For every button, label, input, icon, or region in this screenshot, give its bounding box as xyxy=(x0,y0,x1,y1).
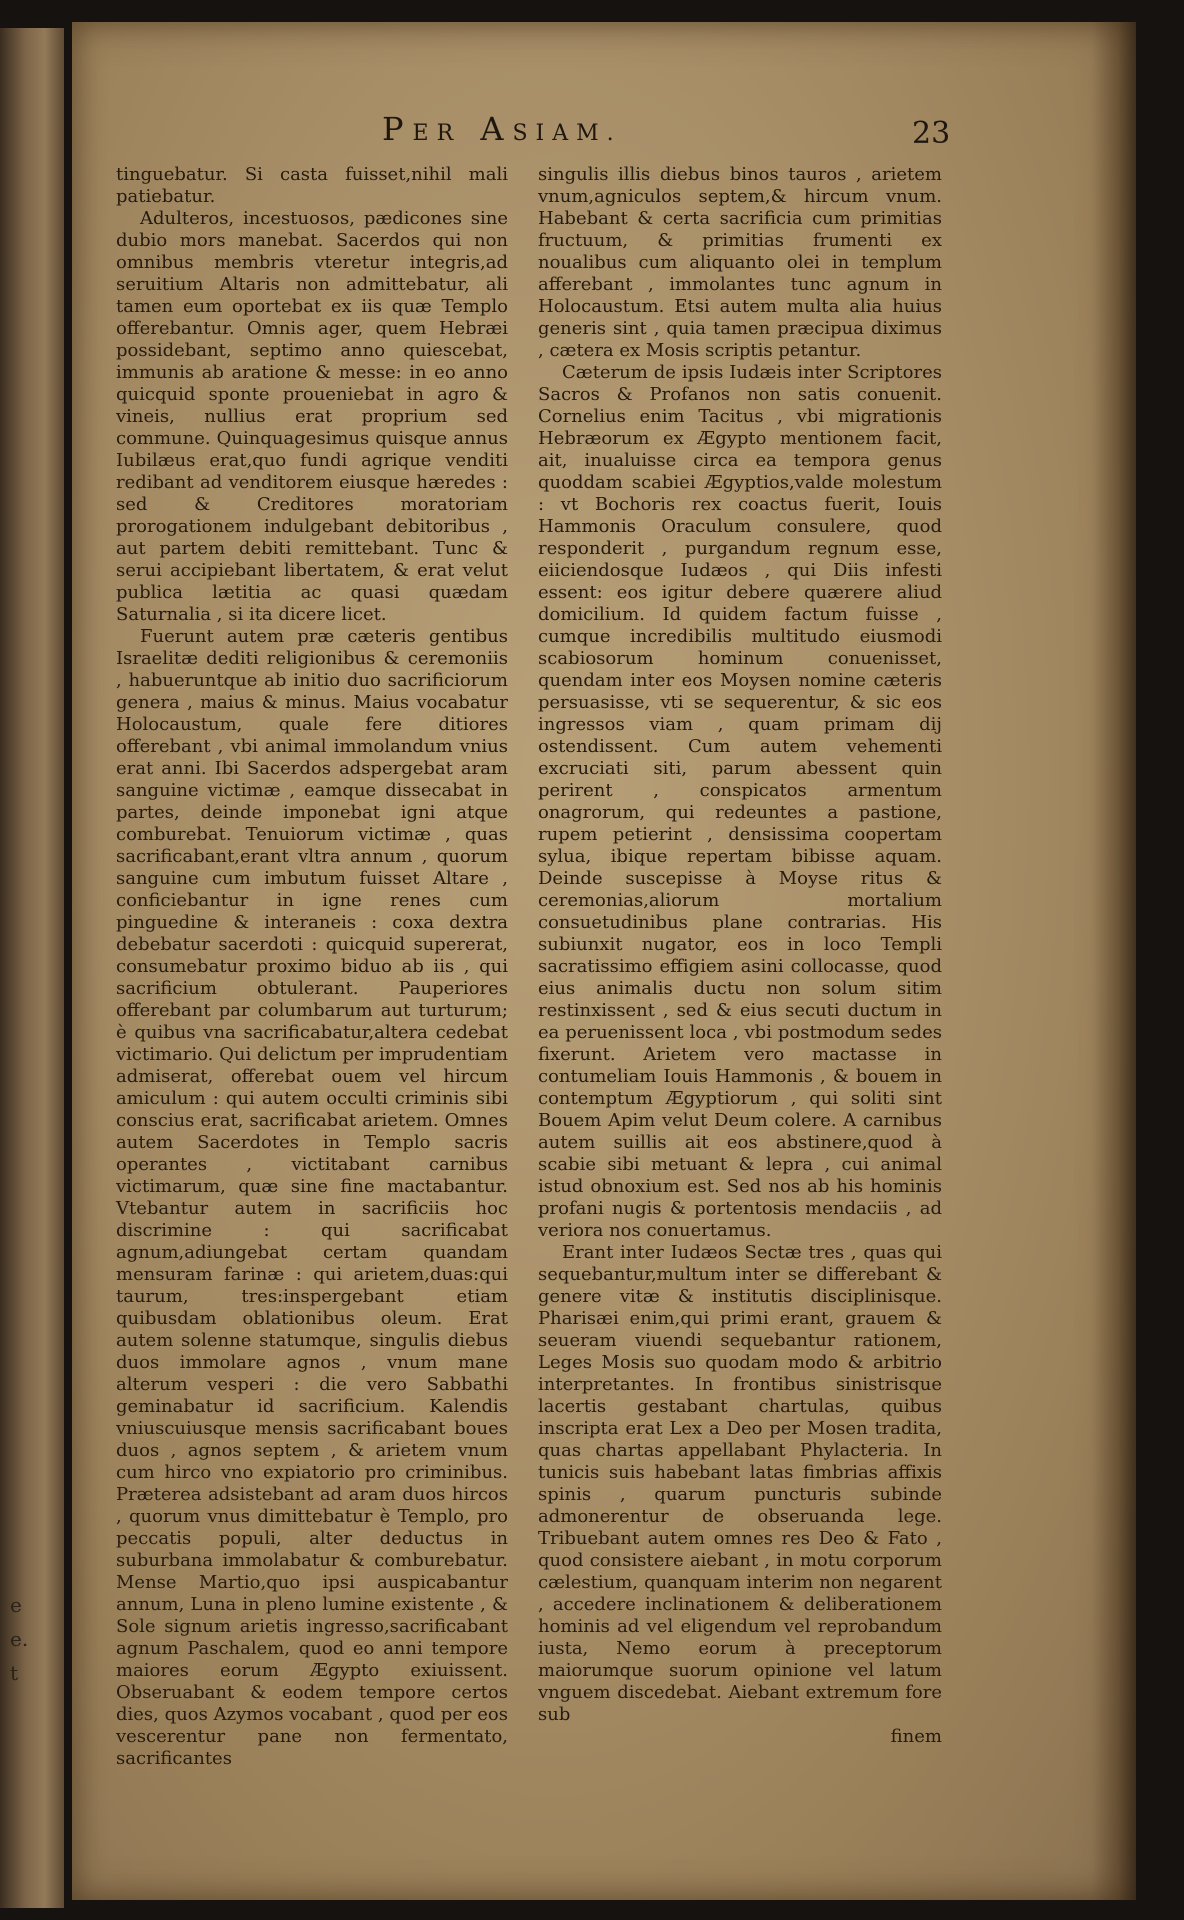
paragraph: Erant inter Iudæos Sectæ tres , quas qui sequebantur,multum inter se differebant & genere vitæ & institutis disciplinisque. Pharisæi enim,qui primi erant, grauem & seueram viuendi sequebantur rationem, Leges Mosis suo quodam modo & arbitrio interpretantes. In frontibus sinistrisque lacertis gestabant chartulas, quibus inscripta erat Lex a Deo per Mosen tradita, quas chartas appellabant Phylacteria. In tunicis suis habebant latas fimbrias affixis spinis , quarum puncturis subinde admonerentur de obseruanda lege. Tribuebant autem omnes res Deo & Fato , quod consistere aiebant , in motu corporum cælestium, quanquam interim non negarent , accedere inclinationem & deliberationem hominis ad vel eligendum vel reprobandum iusta, Nemo eorum à preceptorum maiorumque suorum opinione vel latum vnguem discedebat. Aiebant extremum fore sub xyxy=(538,1242,942,1725)
paragraph: singulis illis diebus binos tauros , arietem vnum,agniculos septem,& hircum vnum. Habebant & certa sacrificia cum primitias fructuum, & primitias frumenti ex noualibus cum aliquanto olei in templum afferebant , immolantes tunc agnum in Holocaustum. Etsi autem multa alia huius generis sint , quia tamen præcipua diximus , cætera ex Mosis scriptis petantur. xyxy=(538,164,942,361)
paragraph: Fuerunt autem præ cæteris gentibus Israelitæ dediti religionibus & ceremoniis , habueruntque ab initio duo sacrificiorum genera , maius & minus. Maius vocabatur Holocaustum, quale fere ditiores offerebant , vbi animal immolandum vnius erat anni. Ibi Sacerdos adspergebat aram sanguine victimæ , eamque dissecabat in partes, deinde imponebat igni atque comburebat. Tenuiorum victimæ , quas sacrificabant,erant vltra annum , quorum sanguine cum imbutum fuisset Altare , conficiebantur in igne renes cum pinguedine & interaneis : coxa dextra debebatur sacerdoti : quicquid supererat, consumebatur proximo biduo ab iis , qui sacrificium obtulerant. Pauperiores offerebant par columbarum aut turturum; è quibus vna sacrificabatur,altera cedebat victimario. Qui delictum per imprudentiam admiserat, offerebat ouem vel hircum amiculum : qui autem occulti criminis sibi conscius erat, sacrificabat arietem. Omnes autem Sacerdotes in Templo sacris operantes , victitabant carnibus victimarum, quæ sine fine mactabantur. Vtebantur autem in sacrificiis hoc discrimine : qui sacrificabat agnum,adiungebat certam quandam mensuram farinæ : qui arietem,duas:qui taurum, tres:inspergebant etiam quibusdam oblationibus oleum. Erat autem solenne statumque, singulis diebus duos immolare agnos , vnum mane alterum vesperi : die vero Sabbathi geminabatur id sacrificium. Kalendis vniuscuiusque mensis sacrificabant boues duos , agnos septem , & arietem vnum cum hirco vno expiatorio pro criminibus. Præterea adsistebant ad aram duos hircos , quorum vnus dimittebatur è Templo, pro peccatis populi, alter deductus in suburbana immolabatur & comburebatur. Mense Martio,quo ipsi auspicabantur annum, Luna in pleno lumine existente , & Sole signum arietis ingresso,sacrificabant agnum Paschalem, quod eo anni tempore maiores eorum Ægypto exiuissent. Obseruabant & eodem tempore certos dies, quos Azymos vocabant , quod per eos vescerentur pane non fermentato, sacrificantes xyxy=(116,626,508,1769)
catchword: finem xyxy=(890,1726,942,1747)
paragraph: Adulteros, incestuosos, pædicones sine dubio mors manebat. Sacerdos qui non omnibus membris vteretur integris,ad seruitium Altaris non admittebatur, ali tamen eum oportebat ex iis quæ Templo offerebantur. Omnis ager, quem Hebræi possidebant, septimo anno quiescebat, immunis ab aratione & messe: in eo anno quicquid sponte proueniebat in agro & vineis, nullius erat proprium sed commune. Quinquagesimus quisque annus Iubilæus erat,quo fundi agrique venditi redibant ad venditorem eiusque hæredes : sed & Creditores moratoriam prorogationem indulgebant debitoribus , aut partem debiti remittebant. Tunc & serui accipiebant libertatem, & erat velut publica lætitia ac quasi quædam Saturnalia , si ita dicere licet. xyxy=(116,208,508,625)
running-head-initial-2: A xyxy=(480,110,513,148)
previous-page-fragments: e e. t xyxy=(10,1593,29,1685)
running-head xyxy=(382,110,622,148)
page-edge-shadow xyxy=(1092,22,1136,1900)
running-head-word-1: ER xyxy=(412,121,462,146)
right-column xyxy=(538,164,942,1748)
paragraph: tinguebatur. Si casta fuisset,nihil mali patiebatur. xyxy=(116,164,508,207)
previous-page-edge xyxy=(0,28,64,1908)
running-head-initial: P xyxy=(382,110,413,148)
running-head-word-2: SIAM. xyxy=(512,121,622,146)
left-column xyxy=(116,164,508,1770)
page-number: 23 xyxy=(912,116,951,151)
book-page xyxy=(72,22,1136,1900)
paragraph: Cæterum de ipsis Iudæis inter Scriptores Sacros & Profanos non satis conuenit. Cornelius enim Tacitus , vbi migrationis Hebræorum ex Ægypto mentionem facit, ait, inualuisse circa ea tempora genus quoddam scabiei Ægyptios,valde molestum : vt Bochoris rex coactus fuerit, Iouis Hammonis Oraculum consulere, quod responderit , purgandum regnum esse, eiiciendosque Iudæos , qui Diis infesti essent: eos igitur debere quærere aliud domicilium. Id quidem factum fuisse , cumque incredibilis multitudo eiusmodi scabiosorum hominum conuenisset, quendam inter eos Moysen nomine cæteris persuasisse, vti se sequerentur, & sic eos ingressos viam , quam primam dij ostendissent. Cum autem vehementi excruciati siti, parum abessent quin perirent , conspicatos armentum onagrorum, qui redeuntes a pastione, rupem petierint , densissima coopertam sylua, ibique repertam bibisse aquam. Deinde suscepisse à Moyse ritus & ceremonias,aliorum mortalium consuetudinibus plane contrarias. His subiunxit nugator, eos in loco Templi sacratissimo effigiem asini collocasse, quod eius animalis ductu non solum sitim restinxissent , sed & eius secuti ductum in ea peruenissent loca , vbi postmodum sedes fixerunt. Arietem vero mactasse in contumeliam Iouis Hammonis , & bouem in contemptum Ægyptiorum , qui soliti sint Bouem Apim velut Deum colere. A carnibus autem suillis ait eos abstinere,quod à scabie sibi metuant & lepra , cui animal istud obnoxium est. Sed nos ab his hominis profani nugis & portentosis mendaciis , ad veriora nos conuertamus. xyxy=(538,362,942,1241)
